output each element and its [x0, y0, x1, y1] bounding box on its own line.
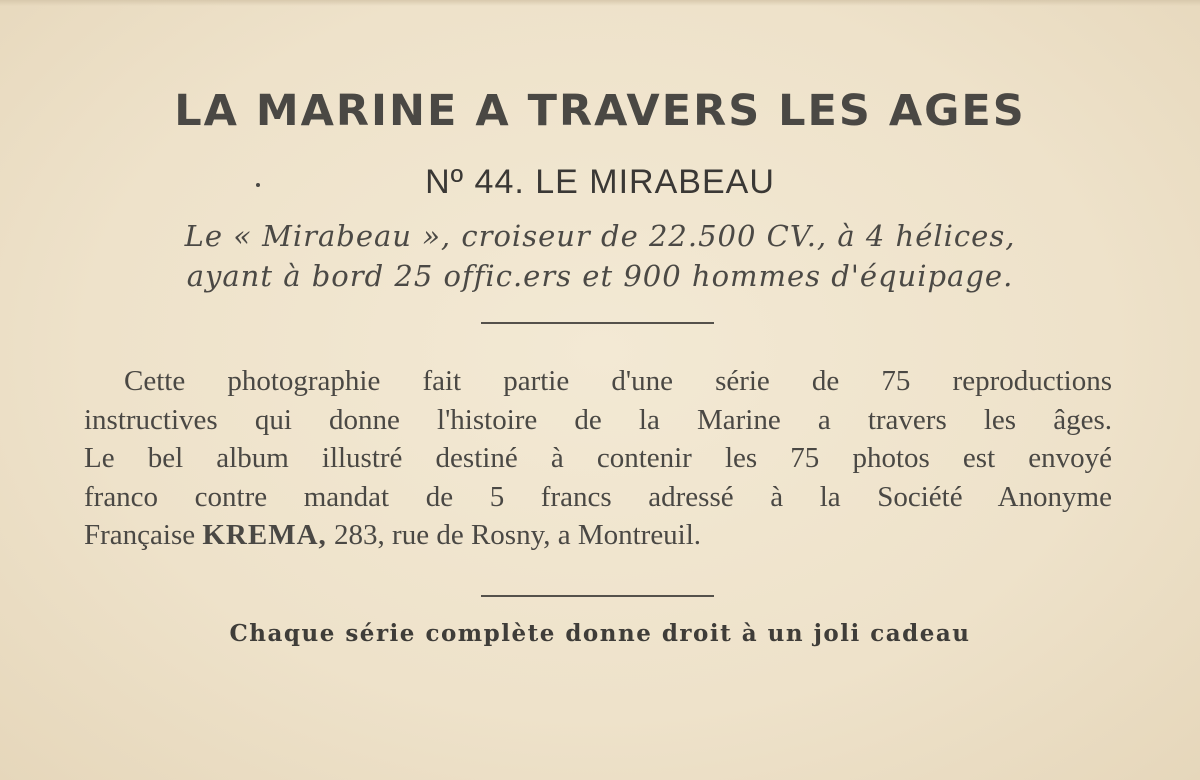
paragraph-line: Le bel album illustré destiné à contenir les 75 photos est envoyé — [84, 442, 1112, 474]
divider-rule — [481, 322, 714, 324]
description-paragraph — [84, 362, 1112, 555]
paragraph-line — [84, 516, 1112, 555]
caption-line: ayant à bord 25 offic.ers et 900 hommes d'équipage. — [186, 259, 1014, 293]
paragraph-line: instructives qui donne l'histoire de la Marine a travers les âges. — [84, 403, 1112, 436]
line-prefix: Française — [84, 519, 196, 551]
ship-caption — [60, 216, 1140, 296]
paragraph-line: Cette photographie fait partie d'une série de 75 reproductions — [124, 365, 1112, 397]
gift-notice: Chaque série complète donne droit à un joli cadeau — [229, 620, 971, 647]
brand-name: KREMA, — [202, 519, 327, 551]
paragraph-line: franco contre mandat de 5 francs adressé à la Société Anonyme — [84, 480, 1112, 513]
line-suffix: 283, rue de Rosny, a Montreuil. — [334, 519, 702, 551]
divider-rule — [481, 595, 714, 597]
caption-line: Le « Mirabeau », croiseur de 22.500 CV., à 4 hélices, — [184, 219, 1016, 253]
series-title: LA MARINE A TRAVERS LES AGES — [174, 86, 1026, 136]
card-number-title: Nº 44. LE MIRABEAU — [425, 163, 775, 201]
